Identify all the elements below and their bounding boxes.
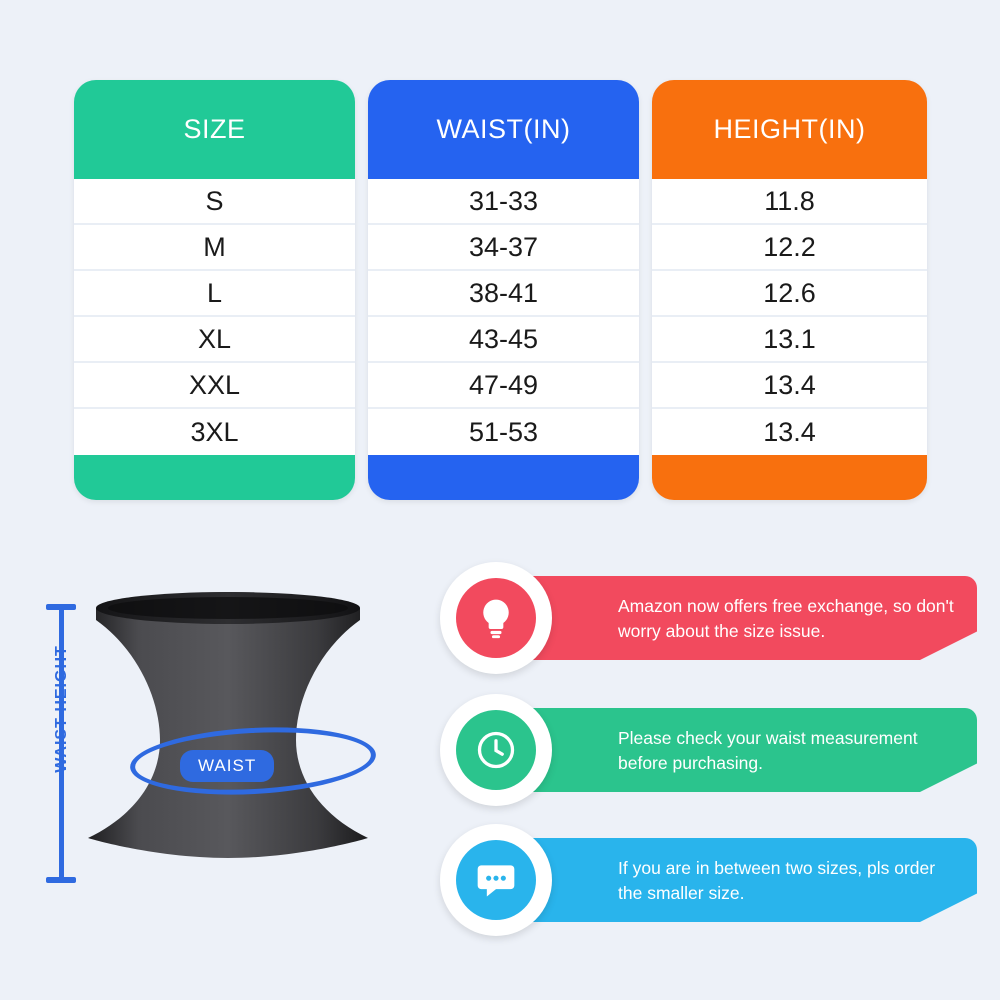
note-text: Amazon now offers free exchange, so don't worry about the size issue. — [618, 596, 954, 641]
waist-trainer-belt — [78, 590, 378, 870]
column-header-size: SIZE — [183, 114, 246, 144]
waist-label: WAIST — [180, 750, 274, 782]
table-cell: 38-41 — [368, 271, 639, 317]
note-ribbon — [488, 838, 977, 922]
table-column-size — [74, 80, 355, 500]
note-badge — [440, 562, 552, 674]
lightbulb-icon — [456, 578, 536, 658]
note-badge — [440, 824, 552, 936]
waist-height-label: WAIST HEIGHT — [53, 645, 70, 773]
table-cell: 47-49 — [368, 363, 639, 409]
table-cell: 3XL — [74, 409, 355, 455]
note-text: Please check your waist measurement before purchasing. — [618, 728, 918, 773]
waist-height-measure — [44, 600, 78, 885]
note-text: If you are in between two sizes, pls order the smaller size. — [618, 858, 936, 903]
clock-icon — [456, 710, 536, 790]
table-cell: XXL — [74, 363, 355, 409]
column-cells-size — [74, 179, 355, 500]
table-cell: 43-45 — [368, 317, 639, 363]
note-badge — [440, 694, 552, 806]
table-cell: 12.2 — [652, 225, 927, 271]
chat-bubble-icon — [456, 840, 536, 920]
measure-cap-bottom — [46, 877, 76, 883]
column-cells-height — [652, 179, 927, 500]
size-table — [74, 80, 928, 500]
table-cell: 13.4 — [652, 409, 927, 455]
table-cell: 13.4 — [652, 363, 927, 409]
note-ribbon — [488, 708, 977, 792]
table-cell: 34-37 — [368, 225, 639, 271]
note-item — [432, 824, 977, 934]
table-cell: M — [74, 225, 355, 271]
table-cell: S — [74, 179, 355, 225]
table-column-waist — [368, 80, 639, 500]
table-cell: 13.1 — [652, 317, 927, 363]
table-cell: 12.6 — [652, 271, 927, 317]
table-cell: 51-53 — [368, 409, 639, 455]
column-header-waist: WAIST(IN) — [436, 114, 571, 144]
note-item — [432, 694, 977, 804]
notes-list — [432, 552, 977, 972]
belt-shape-icon — [78, 590, 378, 860]
table-cell: XL — [74, 317, 355, 363]
column-header-height: HEIGHT(IN) — [713, 114, 866, 144]
note-item — [432, 562, 977, 672]
note-ribbon — [488, 576, 977, 660]
product-illustration — [20, 555, 430, 975]
table-cell: 11.8 — [652, 179, 927, 225]
column-cells-waist — [368, 179, 639, 500]
table-column-height — [652, 80, 927, 500]
table-cell: L — [74, 271, 355, 317]
table-cell: 31-33 — [368, 179, 639, 225]
